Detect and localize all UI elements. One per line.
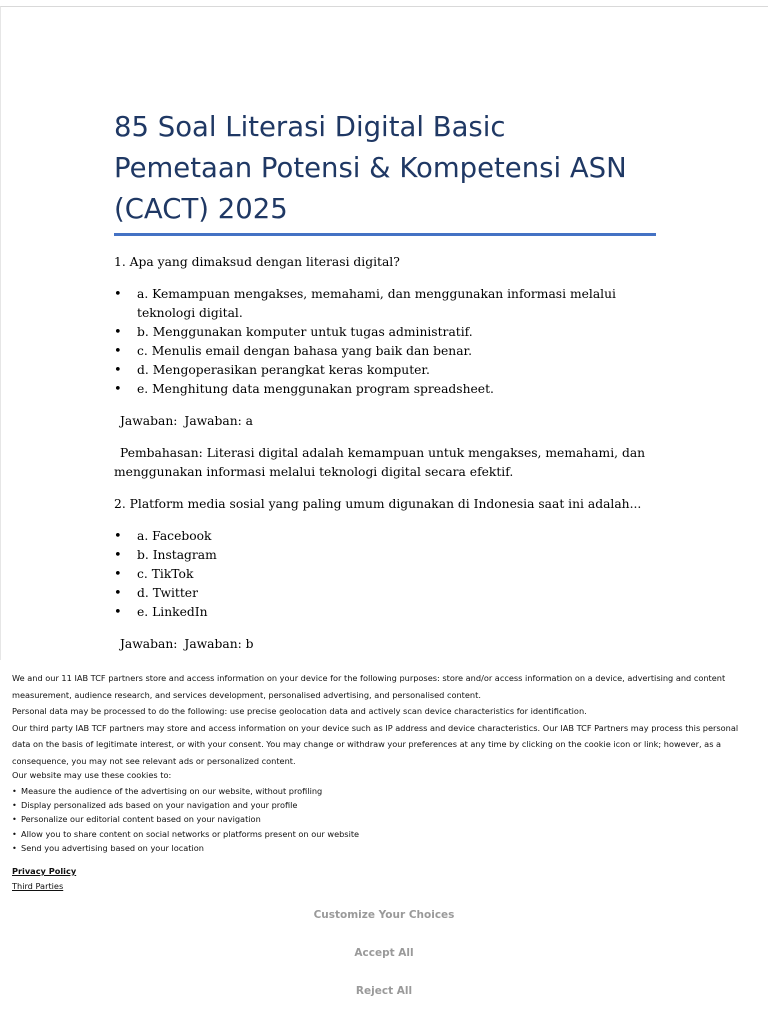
- option-item: • e. Menghitung data menggunakan program spreadsheet.: [114, 380, 659, 399]
- title-underline: [114, 233, 656, 236]
- title-line-2: Pemetaan Potensi & Kompetensi ASN: [114, 152, 627, 184]
- cookie-use-item: • Measure the audience of the advertising on our website, without profiling: [12, 784, 752, 798]
- cookie-consent-banner: [0, 660, 768, 1024]
- customize-choices-button[interactable]: Customize Your Choices: [284, 902, 484, 928]
- cookies-intro: Our website may use these cookies to:: [12, 770, 172, 780]
- title-line-1: 85 Soal Literasi Digital Basic: [114, 111, 506, 143]
- cookie-use-item: • Display personalized ads based on your navigation and your profile: [12, 798, 752, 812]
- consent-paragraph-purposes: We and our 11 IAB TCF partners store and access information on your device for the following purposes: store and/or access information on a device, advertising and content measurement, audience research, and services development, personalised advertising, and personalised content.: [12, 673, 726, 700]
- third-parties-link[interactable]: Third Parties: [12, 880, 64, 891]
- answer-label: Jawaban:: [120, 414, 178, 428]
- option-item: • a. Kemampuan mengakses, memahami, dan menggunakan informasi melalui teknologi digital.: [114, 285, 659, 323]
- privacy-policy-link[interactable]: Privacy Policy: [12, 866, 77, 876]
- consent-paragraph-partners: Our third party IAB TCF partners may store and access information on your device such as IP address and device characteristics. Our IAB TCF Partners may process this personal data on the basis of legitimate interest, or with your consent. You may change or withdraw your preferences at any time by clicking on the cookie icon or link; however, as a consequence, you may not see relevant ads or personalized content.: [12, 722, 739, 766]
- document-title: [114, 107, 674, 230]
- option-item: • d. Mengoperasikan perangkat keras komputer.: [114, 361, 659, 380]
- option-item: • b. Menggunakan komputer untuk tugas administratif.: [114, 323, 659, 342]
- consent-links: [12, 864, 76, 893]
- question-2-options: [114, 527, 659, 622]
- option-item: • a. Facebook: [114, 527, 659, 546]
- option-item: • b. Instagram: [114, 546, 659, 565]
- question-1: 1. Apa yang dimaksud dengan literasi digital?: [114, 255, 400, 269]
- answer-value: Jawaban: a: [184, 414, 254, 428]
- answer-label: Jawaban:: [120, 637, 178, 651]
- question-2: 2. Platform media sosial yang paling umum digunakan di Indonesia saat ini adalah...: [114, 497, 642, 511]
- question-1-answer: [120, 412, 659, 431]
- consent-text: [12, 670, 752, 855]
- title-line-3: (CACT) 2025: [114, 193, 288, 225]
- option-item: • c. Menulis email dengan bahasa yang baik dan benar.: [114, 342, 659, 361]
- question-1-options: [114, 285, 659, 399]
- accept-all-button[interactable]: Accept All: [284, 940, 484, 966]
- cookie-use-item: • Allow you to share content on social networks or platforms present on our website: [12, 827, 752, 841]
- option-item: • c. TikTok: [114, 565, 659, 584]
- cookie-uses-list: [12, 784, 752, 855]
- option-item: • d. Twitter: [114, 584, 659, 603]
- document-body: [114, 253, 659, 667]
- cookie-use-item: • Personalize our editorial content based on your navigation: [12, 812, 752, 826]
- reject-all-button[interactable]: Reject All: [284, 978, 484, 1004]
- option-item: • e. LinkedIn: [114, 603, 659, 622]
- cookie-use-item: • Send you advertising based on your location: [12, 841, 752, 855]
- consent-paragraph-processing: Personal data may be processed to do the following: use precise geolocation data and actively scan device characteristics for identification.: [12, 706, 587, 716]
- question-2-answer: [120, 635, 659, 654]
- answer-value: Jawaban: b: [184, 637, 254, 651]
- question-1-explanation: Pembahasan: Literasi digital adalah kemampuan untuk mengakses, memahami, dan menggunakan informasi melalui teknologi digital secara efektif.: [114, 446, 646, 479]
